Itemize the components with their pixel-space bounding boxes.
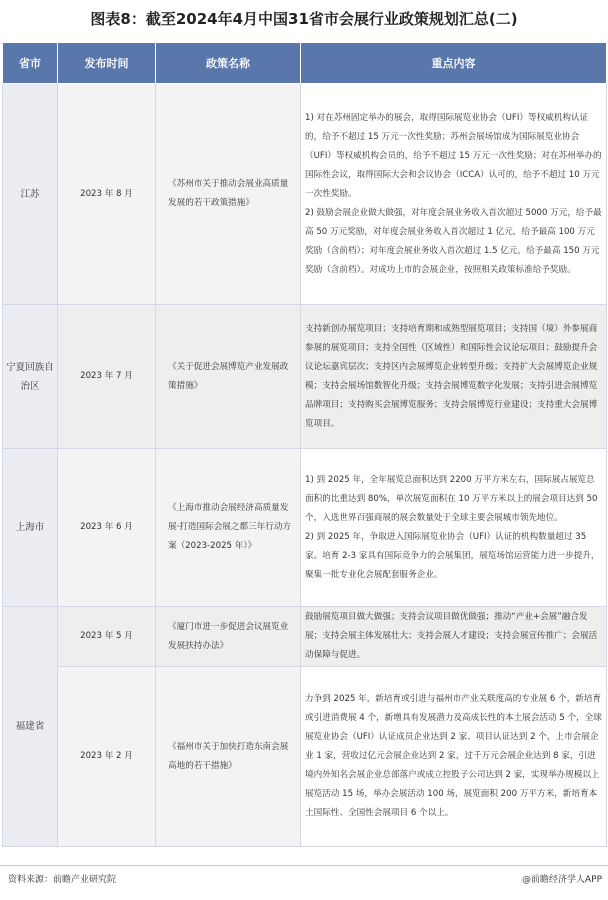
date-cell: 2023 年 7 月 <box>58 305 156 449</box>
footer <box>8 872 602 888</box>
header-row <box>3 43 607 84</box>
content-paragraph: 力争到 2025 年，新培育或引进与福州市产业关联度高的专业展 6 个，新培育或引进消费展 4 个，新增具有发展潜力及高成长性的本土展会活动 5 个，全球展览业协会（UFI）认证成员企业达到 2 家、项目认证达到 2 个，上市会展企业 1 家，营收过亿元会展企业达到 2 家，过千万元会展企业达到 8 家，引进境内外知名会展企业总部落户或成立控股子公司达到 2 家，实现举办规模以上展览活动 15 场，举办会展活动 100 场，展览面积 200 万平方米，新培育本土国际性、全国性会展项目 6 个以上。 <box>305 694 602 818</box>
chart-title: 图表8：截至2024年4月中国31省市会展行业政策规划汇总(二) <box>90 10 518 28</box>
content-cell <box>301 305 607 449</box>
date-cell: 2023 年 6 月 <box>58 449 156 607</box>
table-row <box>3 449 607 607</box>
table-row <box>3 607 607 667</box>
content-cell <box>301 84 607 305</box>
policy-table <box>2 42 607 847</box>
table-row <box>3 84 607 305</box>
content-cell <box>301 449 607 607</box>
header-key-content: 重点内容 <box>301 43 607 84</box>
policy-name-cell: 《厦门市进一步促进会议展览业发展扶持办法》 <box>156 607 301 667</box>
content-paragraph: 2) 鼓励会展企业做大做强，对年度会展业务收入首次超过 5000 万元，给予最高 50 万元奖励，对年度会展业务收入首次超过 1 亿元，给予最高 100 万元奖励（含前档）；对年度会展业务收入首次超过 1.5 亿元，给予最高 150 万元奖励（含前档）。对成功上市的会展企业，按照相关政策标准给予奖励。 <box>305 207 602 275</box>
header-policy-name: 政策名称 <box>156 43 301 84</box>
table-row <box>3 667 607 847</box>
source-note: 资料来源：前瞻产业研究院 <box>8 875 117 885</box>
province-cell: 江苏 <box>3 84 58 305</box>
header-date: 发布时间 <box>58 43 156 84</box>
policy-name-cell: 《苏州市关于推动会展业高质量发展的若干政策措施》 <box>156 84 301 305</box>
content-cell <box>301 607 607 667</box>
header-province: 省市 <box>3 43 58 84</box>
province-cell: 上海市 <box>3 449 58 607</box>
date-cell: 2023 年 8 月 <box>58 84 156 305</box>
brand-credit: @前瞻经济学人APP <box>521 875 602 885</box>
date-cell: 2023 年 2 月 <box>58 667 156 847</box>
date-cell: 2023 年 5 月 <box>58 607 156 667</box>
footer-divider <box>0 865 608 866</box>
policy-name-cell: 《上海市推动会展经济高质量发展·打造国际会展之都三年行动方案（2023-2025 年）》 <box>156 449 301 607</box>
content-paragraph: 1) 到 2025 年，全年展览总面积达到 2200 万平方米左右，国际展占展览总面积的比重达到 80%，单次展览面积在 10 万平方米以上的展会项目达到 50 个，入选世界百强商展的展会数量处于全球主要会展城市领先地位。 <box>305 474 598 523</box>
content-paragraph: 支持新创办展览项目；支持培育期和成熟型展览项目；支持国（境）外参展商参展的展览项目；支持全国性（区域性）和国际性会议论坛项目；鼓励提升会议论坛嘉宾层次；支持区内会展博览企业转型升级；支持扩大会展博览企业规模；支持会展场馆数智化升级；支持会展博览数字化发展；支持引进会展博览品牌项目；支持购买会展博览服务；支持会展博览行业建设；支持重大会展博览项目。 <box>305 323 598 429</box>
province-cell: 福建省 <box>3 607 58 847</box>
content-paragraph: 2) 到 2025 年，争取进入国际展览业协会（UFI）认证的机构数量超过 35 家。培育 2-3 家具有国际竞争力的会展集团，展览场馆运营能力进一步提升，聚集一批专业化会展配套服务企业。 <box>305 531 600 580</box>
policy-name-cell: 《关于促进会展博览产业发展政策措施》 <box>156 305 301 449</box>
content-paragraph: 鼓励展览项目做大做强；支持会议项目做优做强；推动“产业+会展”融合发展；支持会展主体发展壮大；支持会展人才建设；支持会展宣传推广；会展活动保障与促进。 <box>305 612 598 660</box>
province-cell: 宁夏回族自治区 <box>3 305 58 449</box>
content-paragraph: 1) 对在苏州固定举办的展会，取得国际展览业协会（UFI）等权威机构认证的，给予不超过 15 万元一次性奖励；苏州会展场馆成为国际展览业协会（UFI）等权威机构会员的，给予不超过 15 万元一次性奖励；对在苏州举办的国际性会议，取得国际大会和会议协会（ICCA）认可的，给予不超过 10 万元一次性奖励。 <box>305 112 602 199</box>
content-cell <box>301 667 607 847</box>
policy-name-cell: 《福州市关于加快打造东南会展高地的若干措施》 <box>156 667 301 847</box>
table-row <box>3 305 607 449</box>
